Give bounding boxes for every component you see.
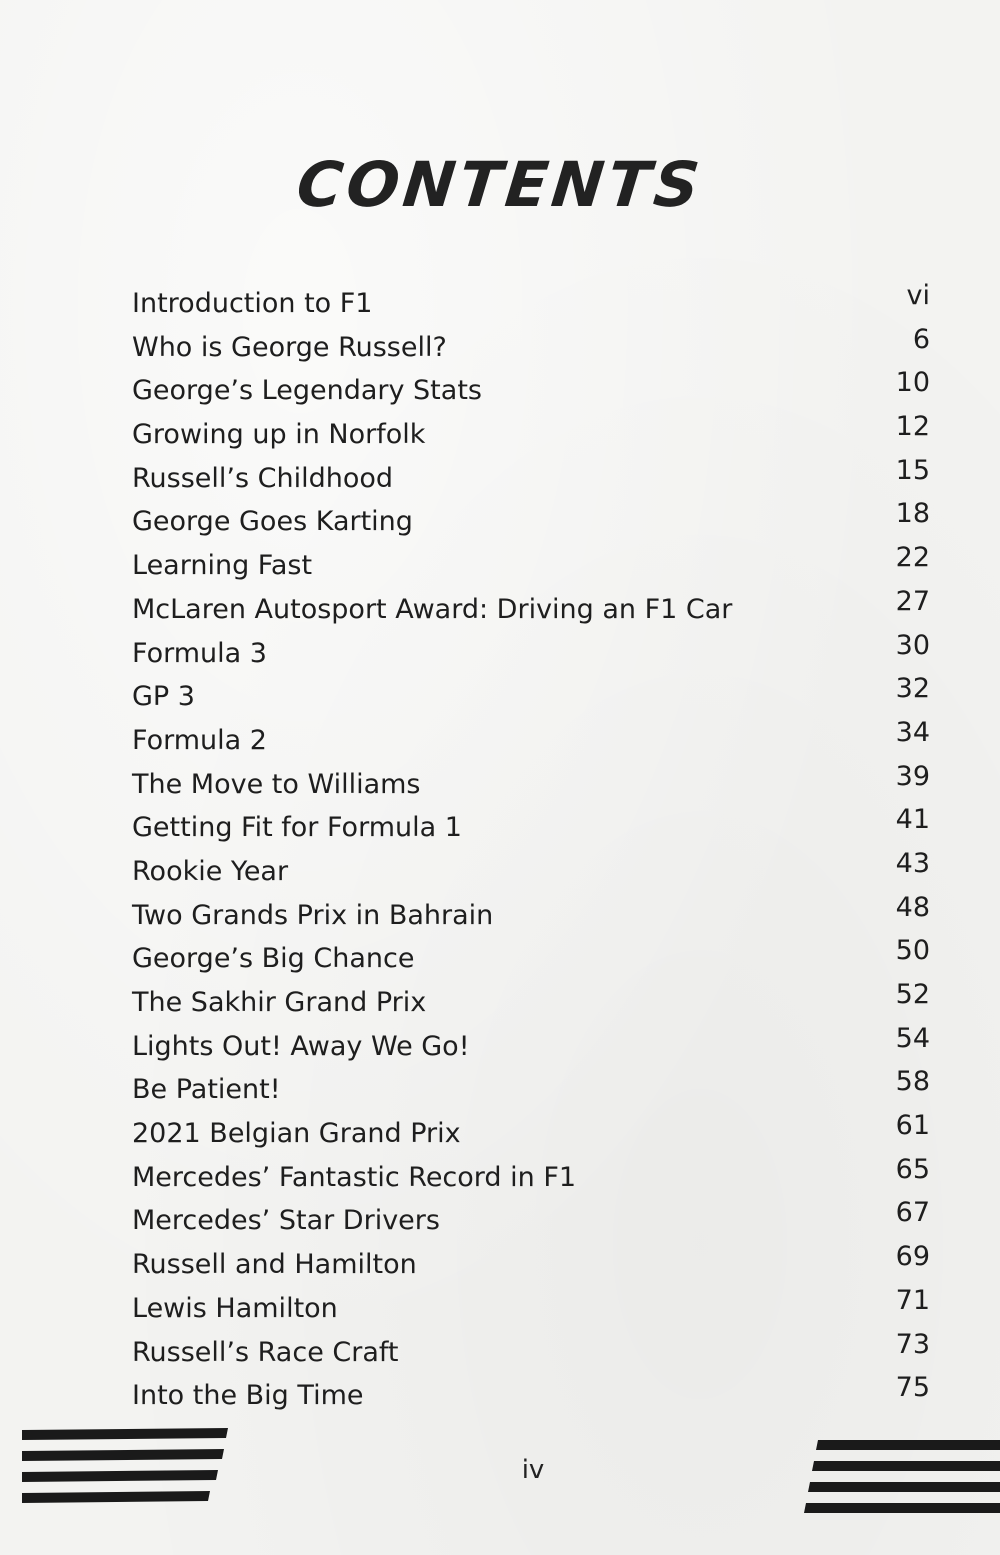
entry-page: 69 xyxy=(895,1241,930,1273)
entry-page: 73 xyxy=(895,1328,930,1360)
entry-page: 61 xyxy=(895,1110,930,1142)
toc-entry xyxy=(132,891,932,938)
entry-page: 18 xyxy=(895,498,930,530)
toc-entry xyxy=(132,847,932,894)
toc-entry xyxy=(132,981,932,1025)
entry-title: McLaren Autosport Award: Driving an F1 Car xyxy=(132,593,733,625)
entry-page: vi xyxy=(906,280,930,311)
toc-entry xyxy=(132,716,932,763)
entry-page: 52 xyxy=(895,979,930,1010)
entry-title: Learning Fast xyxy=(132,550,313,582)
entry-title: Introduction to F1 xyxy=(132,288,373,319)
entry-page: 43 xyxy=(895,847,930,879)
entry-page: 15 xyxy=(895,454,930,486)
entry-page: 50 xyxy=(895,935,930,967)
entry-title: The Sakhir Grand Prix xyxy=(132,987,427,1018)
toc-entry xyxy=(132,1112,932,1156)
entry-page: 34 xyxy=(895,716,930,748)
toc-entry xyxy=(132,1199,932,1243)
toc-entry xyxy=(132,369,932,413)
entry-title: Into the Big Time xyxy=(132,1380,364,1412)
entry-title: Formula 3 xyxy=(132,637,267,669)
toc-entry xyxy=(132,1068,932,1112)
toc-entry xyxy=(132,1243,932,1287)
toc-entry xyxy=(132,282,932,326)
entry-title: Russell’s Race Craft xyxy=(132,1336,399,1368)
entry-page: 6 xyxy=(912,323,930,355)
entry-title: Be Patient! xyxy=(132,1074,281,1106)
entry-title: Mercedes’ Fantastic Record in F1 xyxy=(132,1161,577,1193)
toc-entry xyxy=(132,323,932,370)
toc-entry xyxy=(132,629,932,676)
entry-page: 32 xyxy=(895,673,930,705)
entry-page: 39 xyxy=(895,760,930,792)
entry-title: Two Grands Prix in Bahrain xyxy=(132,899,494,931)
entry-title: Mercedes’ Star Drivers xyxy=(132,1205,440,1237)
entry-page: 48 xyxy=(895,891,930,923)
toc-entry xyxy=(132,544,932,588)
entry-title: Russell’s Childhood xyxy=(132,462,394,494)
toc-entry xyxy=(132,1022,932,1069)
page-title: CONTENTS xyxy=(293,148,707,221)
entry-page: 27 xyxy=(895,585,930,617)
toc-entry xyxy=(132,937,932,981)
toc-entry xyxy=(132,585,932,632)
entry-title: George’s Legendary Stats xyxy=(132,375,482,407)
entry-page: 67 xyxy=(895,1197,930,1229)
entry-title: Formula 2 xyxy=(132,724,267,756)
entry-page: 71 xyxy=(895,1284,930,1316)
toc-entry xyxy=(132,1374,932,1418)
entry-title: The Move to Williams xyxy=(132,768,421,800)
entry-title: George’s Big Chance xyxy=(132,943,415,975)
table-of-contents xyxy=(132,282,932,1418)
toc-entry xyxy=(132,413,932,457)
entry-page: 12 xyxy=(895,411,930,443)
entry-title: Getting Fit for Formula 1 xyxy=(132,812,462,844)
toc-entry xyxy=(132,806,932,850)
entry-title: Growing up in Norfolk xyxy=(132,419,426,451)
toc-entry xyxy=(132,1328,932,1375)
entry-title: GP 3 xyxy=(132,681,195,713)
entry-page: 41 xyxy=(895,804,930,836)
entry-title: Lewis Hamilton xyxy=(132,1292,338,1324)
toc-entry xyxy=(132,454,932,501)
toc-entry xyxy=(132,500,932,544)
toc-entry xyxy=(132,760,932,807)
entry-title: Rookie Year xyxy=(132,855,289,887)
entry-title: Lights Out! Away We Go! xyxy=(132,1030,470,1062)
toc-entry xyxy=(132,1153,932,1200)
entry-page: 22 xyxy=(895,542,930,574)
entry-page: 65 xyxy=(895,1153,930,1185)
entry-title: Russell and Hamilton xyxy=(132,1249,417,1281)
page-number: iv xyxy=(521,1455,545,1485)
entry-page: 75 xyxy=(895,1372,930,1404)
entry-title: Who is George Russell? xyxy=(132,331,447,363)
entry-title: George Goes Karting xyxy=(132,506,413,538)
entry-page: 30 xyxy=(895,629,930,661)
toc-entry xyxy=(132,1284,932,1331)
entry-page: 10 xyxy=(895,367,930,399)
entry-page: 54 xyxy=(895,1022,930,1054)
entry-title: 2021 Belgian Grand Prix xyxy=(132,1118,461,1150)
entry-page: 58 xyxy=(895,1066,930,1098)
toc-entry xyxy=(132,675,932,719)
